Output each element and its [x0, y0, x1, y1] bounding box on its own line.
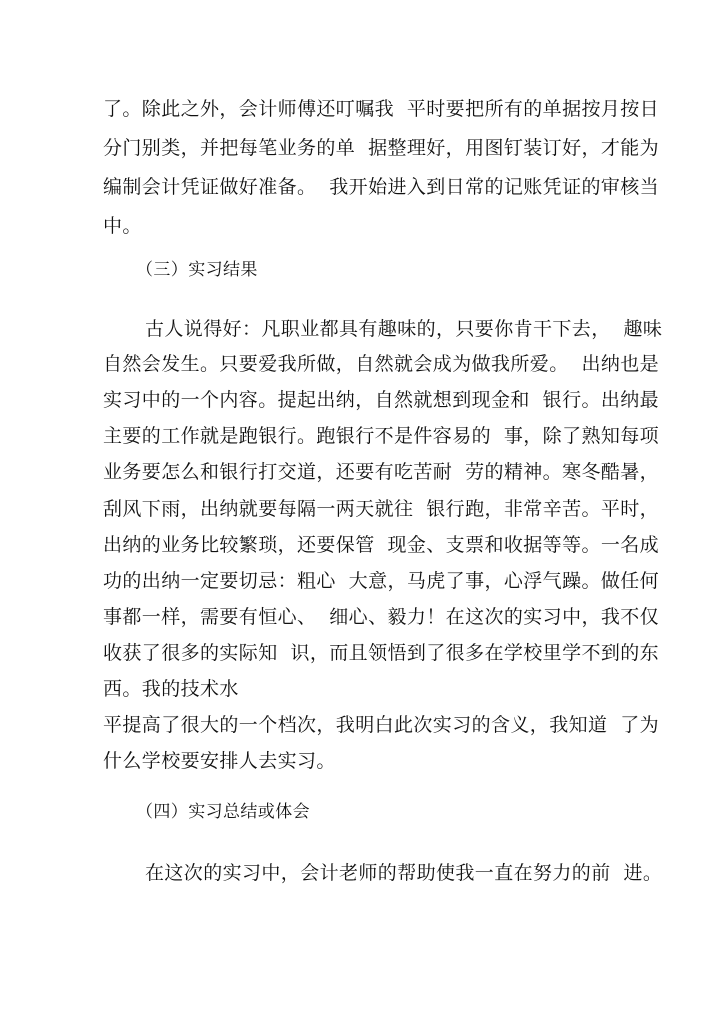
section-heading-summary: （四）实习总结或体会	[136, 802, 310, 822]
paragraph-line: 主要的工作就是跑银行。跑银行不是件容易的 事，除了熟知每项	[103, 425, 660, 447]
paragraph-line: 平提高了很大的一个档次，我明白此次实习的含义，我知道 了为	[103, 714, 660, 736]
paragraph-line: 自然会发生。只要爱我所做，自然就会成为做我所爱。 出纳也是	[103, 353, 660, 375]
paragraph-line: 什么学校要安排人去实习。	[103, 750, 336, 772]
section-heading-results: （三）实习结果	[136, 260, 258, 280]
paragraph-line: 功的出纳一定要切忌：粗心 大意，马虎了事，心浮气躁。做任何	[103, 570, 660, 592]
paragraph-line: 了。除此之外，会计师傅还叮嘱我 平时要把所有的单据按月按日	[103, 98, 660, 120]
paragraph-line: 西。我的技术水	[103, 678, 239, 700]
paragraph-line: 编制会计凭证做好准备。 我开始进入到日常的记账凭证的审核当	[103, 176, 660, 198]
paragraph-line: 在这次的实习中，会计老师的帮助使我一直在努力的前 进。	[145, 862, 663, 884]
paragraph-line: 中。	[103, 215, 142, 237]
paragraph-line: 事都一样，需要有恒心、 细心、毅力！在这次的实习中，我不仅	[103, 606, 660, 628]
paragraph-line: 出纳的业务比较繁琐，还要保管 现金、支票和收据等等。一名成	[103, 534, 660, 556]
paragraph-line: 古人说得好：凡职业都具有趣味的，只要你肯干下去， 趣味	[145, 318, 663, 340]
paragraph-line: 分门别类，并把每笔业务的单 据整理好，用图钉装订好，才能为	[103, 137, 660, 159]
paragraph-line: 收获了很多的实际知 识，而且领悟到了很多在学校里学不到的东	[103, 642, 660, 664]
paragraph-line: 实习中的一个内容。提起出纳，自然就想到现金和 银行。出纳最	[103, 389, 660, 411]
paragraph-line: 刮风下雨，出纳就要每隔一两天就往 银行跑，非常辛苦。平时，	[103, 498, 660, 520]
paragraph-line: 业务要怎么和银行打交道，还要有吃苦耐 劳的精神。寒冬酷暑，	[103, 461, 660, 483]
